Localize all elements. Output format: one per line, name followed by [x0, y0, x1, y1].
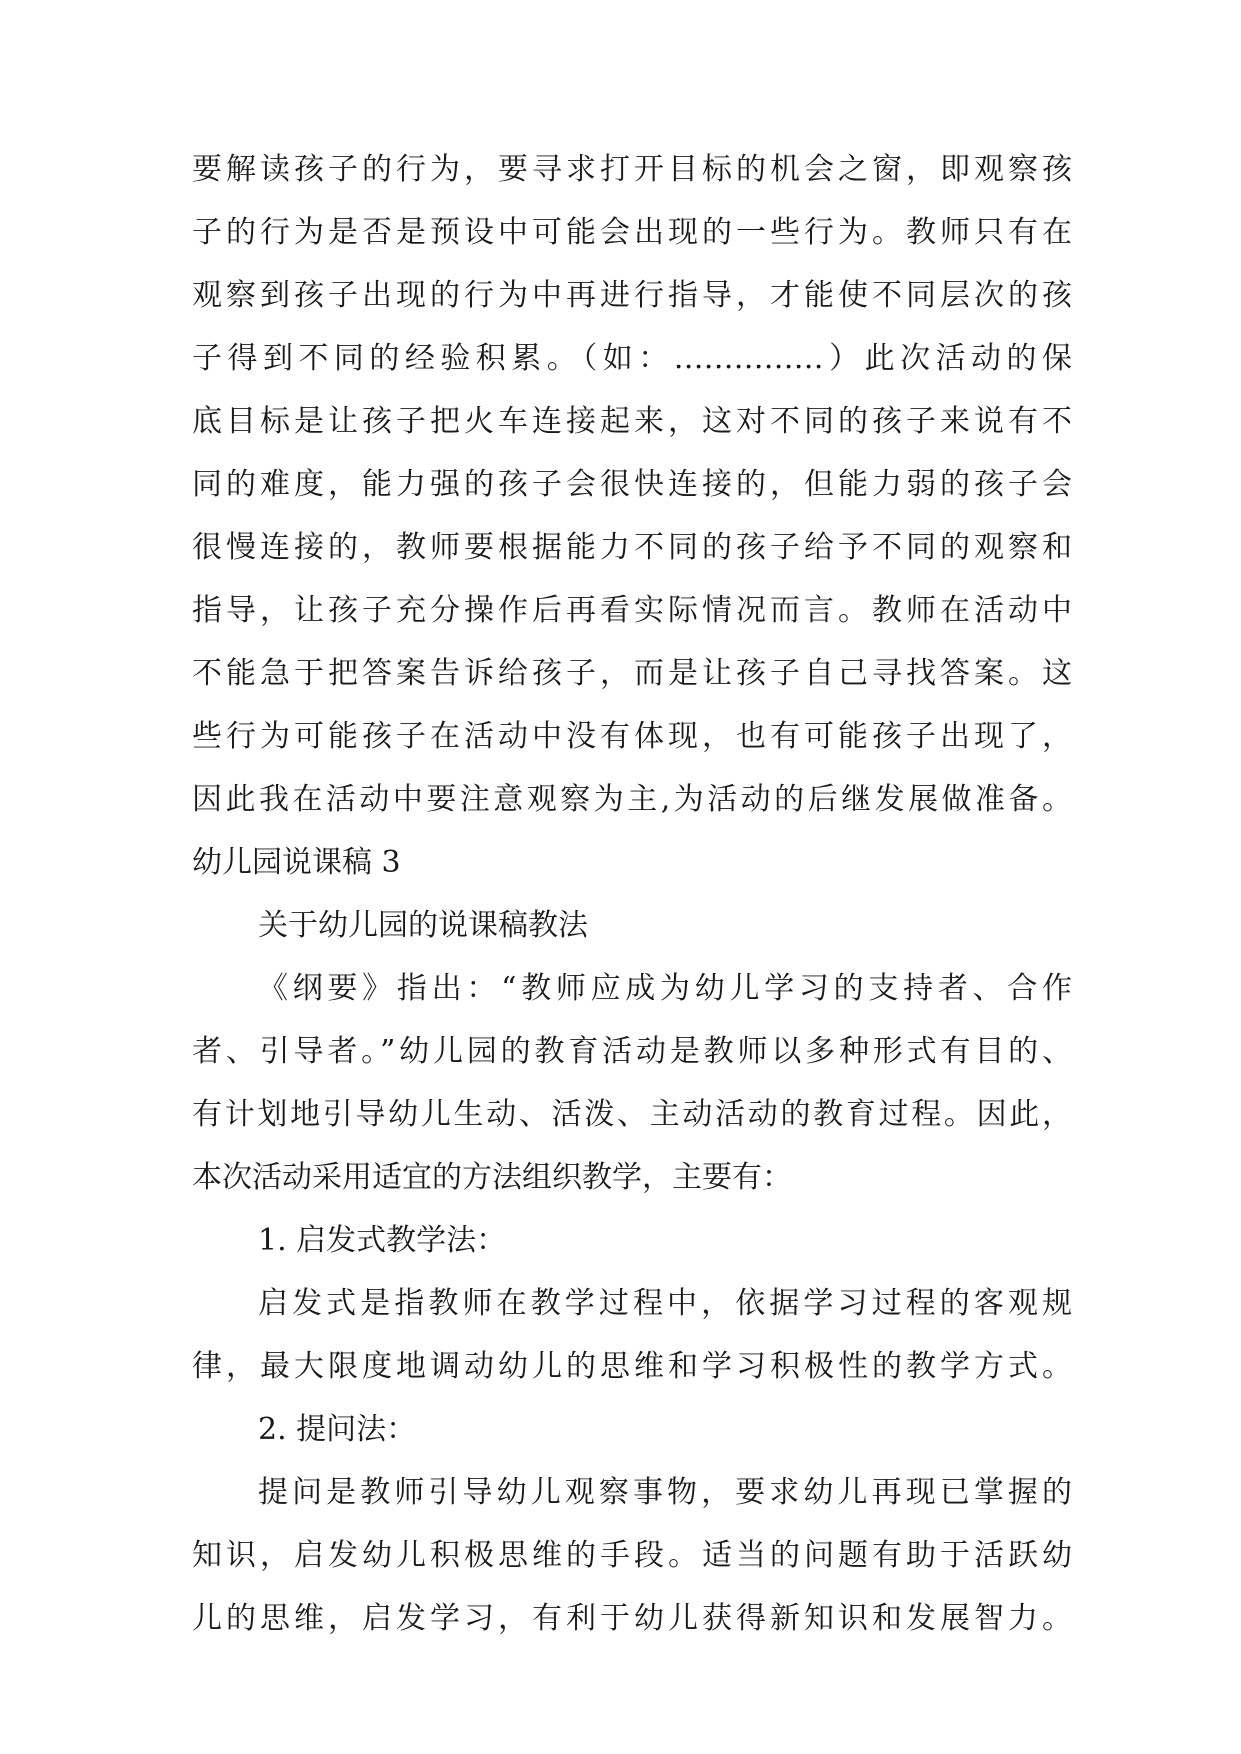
- body-text-line: 观察到孩子出现的行为中再进行指导，才能使不同层次的孩: [192, 278, 1072, 313]
- paragraph-first-line: 提问是教师引导幼儿观察事物，要求幼儿再现已掌握的: [258, 1475, 1072, 1510]
- body-text-line: 指导，让孩子充分操作后再看实际情况而言。教师在活动中: [192, 593, 1072, 628]
- body-text-line: 很慢连接的，教师要根据能力不同的孩子给予不同的观察和: [192, 530, 1072, 565]
- list-item-heading: 1. 启发式教学法：: [258, 1223, 507, 1258]
- section-heading: 幼儿园说课稿 3: [192, 845, 401, 880]
- body-text-line: 有计划地引导幼儿生动、活泼、主动活动的教育过程。因此，: [192, 1097, 1072, 1132]
- body-text-line: 者、引导者。”幼儿园的教育活动是教师以多种形式有目的、: [192, 1034, 1072, 1069]
- body-text-line: 底目标是让孩子把火车连接起来，这对不同的孩子来说有不: [192, 404, 1072, 439]
- body-text-line: 同的难度，能力强的孩子会很快连接的，但能力弱的孩子会: [192, 467, 1072, 502]
- body-text-line: 子得到不同的经验积累。（如：……………）此次活动的保: [192, 341, 1072, 376]
- body-text-line: 因此我在活动中要注意观察为主,为活动的后继发展做准备。: [192, 782, 1072, 817]
- body-text-line: 知识，启发幼儿积极思维的手段。适当的问题有助于活跃幼: [192, 1538, 1072, 1573]
- body-text-line: 不能急于把答案告诉给孩子，而是让孩子自己寻找答案。这: [192, 656, 1072, 691]
- body-text-line: 子的行为是否是预设中可能会出现的一些行为。教师只有在: [192, 215, 1072, 250]
- subsection-heading: 关于幼儿园的说课稿教法: [258, 908, 588, 943]
- body-text-line: 些行为可能孩子在活动中没有体现，也有可能孩子出现了，: [192, 719, 1072, 754]
- body-text-line: 本次活动采用适宜的方法组织教学，主要有：: [192, 1160, 792, 1195]
- body-text-line: 要解读孩子的行为，要寻求打开目标的机会之窗，即观察孩: [192, 152, 1072, 187]
- body-text-line: 律，最大限度地调动幼儿的思维和学习积极性的教学方式。: [192, 1349, 1072, 1384]
- paragraph-first-line: 《纲要》指出：“教师应成为幼儿学习的支持者、合作: [258, 971, 1072, 1006]
- list-item-heading: 2. 提问法：: [258, 1412, 417, 1447]
- body-text-line: 儿的思维，启发学习，有利于幼儿获得新知识和发展智力。: [192, 1601, 1072, 1636]
- paragraph-first-line: 启发式是指教师在教学过程中，依据学习过程的客观规: [258, 1286, 1072, 1321]
